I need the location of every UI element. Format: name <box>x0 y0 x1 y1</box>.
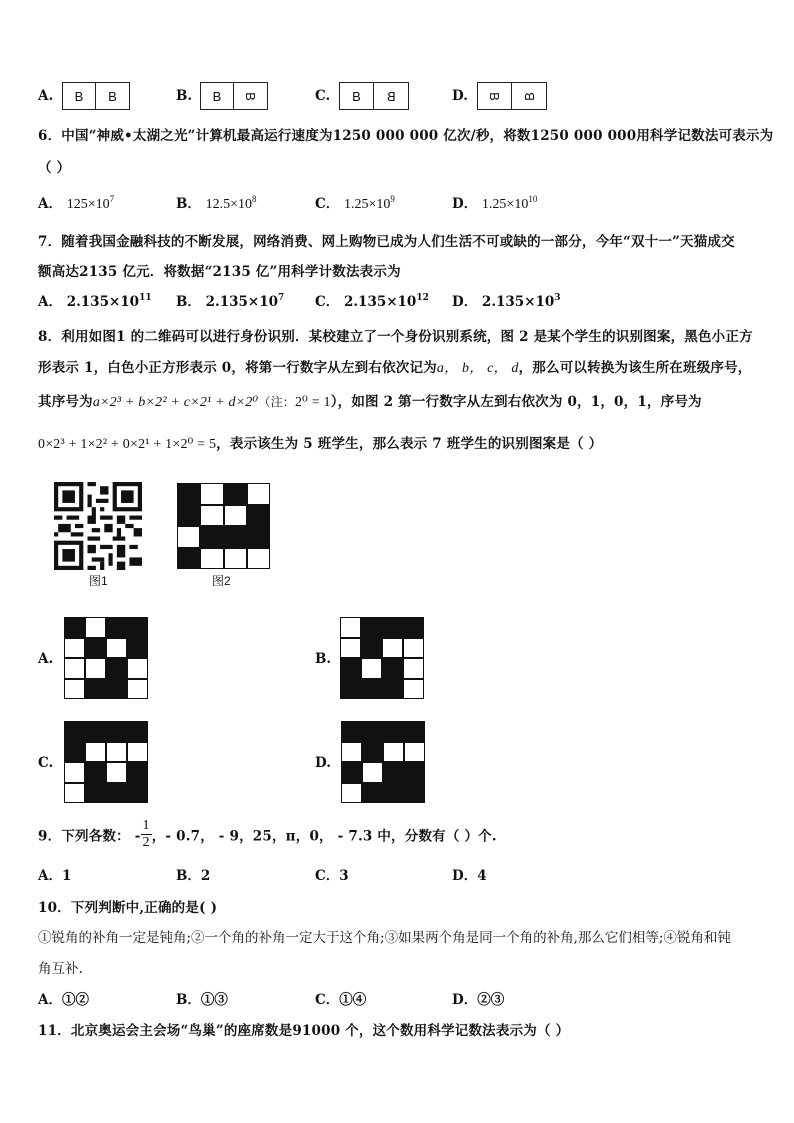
q10-line-2: 角互补. <box>38 961 83 977</box>
grid-cell-black <box>341 721 362 742</box>
q8-line-3: 其序号为a×2³ + b×2² + c×2¹ + d×2⁰（注：2⁰ = 1），如图 2 第一行数字从左到右依次为 0，1，0，1，序号为 <box>38 394 702 410</box>
grid-cell-black <box>177 505 200 527</box>
q5-b-right: B <box>242 91 258 101</box>
grid-cell-black <box>106 783 127 804</box>
fig1-caption: 图1 <box>89 574 108 588</box>
fig2-caption: 图2 <box>212 574 231 588</box>
grid-cell-white <box>403 679 424 700</box>
grid-cell-black <box>127 783 148 804</box>
grid-cell-black <box>127 638 148 659</box>
q5-option-a-box <box>62 82 130 110</box>
q10-line-1: ①锐角的补角一定是钝角;②一个角的补角一定大于这个角;③如果两个角是同一个角的补角,那么它们相等;④锐角和钝 <box>38 930 731 946</box>
q6-option-d: D． $1.25\times 10^{10}$ <box>452 194 538 212</box>
q8-line-1: 8．利用如图1 的二维码可以进行身份识别．某校建立了一个身份识别系统，图 2 是某个学生的识别图案，黑色小正方 <box>38 329 753 345</box>
q5-option-b-box <box>200 82 268 110</box>
q7-line-2: 额高达2135 亿元．将数据“2135 亿”用科学计数法表示为 <box>38 264 401 280</box>
q5-a-right: B <box>95 83 129 109</box>
grid-cell-black <box>361 617 382 638</box>
q6-option-b: B． $12.5\times 10^8$ <box>176 194 257 212</box>
grid-cell-black <box>85 762 106 783</box>
grid-cell-white <box>224 505 247 527</box>
grid-cell-black <box>362 783 383 804</box>
grid-cell-white <box>403 658 424 679</box>
grid-cell-white <box>200 483 223 505</box>
grid-cell-black <box>106 721 127 742</box>
grid-cell-black <box>85 783 106 804</box>
grid-cell-black <box>106 679 127 700</box>
q8-option-c-letter: C. <box>38 755 54 771</box>
q5-option-c-letter: C. <box>315 88 331 104</box>
q9-option-c: C．3 <box>315 868 349 884</box>
grid-cell-white <box>340 617 361 638</box>
q5-d-right: B <box>521 91 537 101</box>
grid-cell-white <box>177 526 200 548</box>
grid-cell-black <box>247 526 270 548</box>
grid-cell-white <box>200 548 223 570</box>
grid-cell-black <box>224 526 247 548</box>
q6-option-a: A． $125\times 10^7$ <box>38 194 115 212</box>
grid-cell-white <box>64 783 85 804</box>
grid-cell-white <box>106 742 127 763</box>
grid-cell-white <box>341 783 362 804</box>
fig2-grid <box>177 483 270 569</box>
grid-cell-black <box>383 762 404 783</box>
q10-option-b: B．①③ <box>176 992 228 1008</box>
q11-stem: 11．北京奥运会主会场“鸟巢”的座席数是91000 个，这个数用科学记数法表示为（ ） <box>38 1023 570 1039</box>
grid-cell-white <box>383 742 404 763</box>
grid-cell-black <box>177 483 200 505</box>
q9-option-a: A．1 <box>38 868 72 884</box>
q8-option-b-letter: B. <box>315 651 332 667</box>
grid-cell-black <box>106 658 127 679</box>
grid-cell-black <box>127 721 148 742</box>
grid-cell-black <box>362 742 383 763</box>
q7-option-c: C． $2.135\times 10^{12}$ <box>315 293 429 310</box>
grid-cell-black <box>177 548 200 570</box>
q9-fraction: $\frac{1}{2}$ <box>142 818 150 850</box>
grid-cell-white <box>247 483 270 505</box>
grid-cell-black <box>340 679 361 700</box>
grid-cell-black <box>362 721 383 742</box>
grid-cell-white <box>361 658 382 679</box>
grid-cell-white <box>64 658 85 679</box>
q5-d-left: B <box>486 91 502 101</box>
grid-cell-black <box>403 617 424 638</box>
q8-line-4: 0×2³ + 1×2² + 0×2¹ + 1×2⁰ = 5，表示该生为 5 班学生，那么表示 7 班学生的识别图案是（ ） <box>38 436 603 452</box>
grid-cell-white <box>127 658 148 679</box>
grid-cell-white <box>224 548 247 570</box>
grid-cell-white <box>362 762 383 783</box>
grid-cell-black <box>85 679 106 700</box>
q5-a-left: B <box>74 88 84 104</box>
grid-cell-white <box>247 548 270 570</box>
grid-cell-black <box>200 526 223 548</box>
q9-option-d: D．4 <box>452 868 487 884</box>
q9-option-b: B．2 <box>176 868 211 884</box>
grid-cell-white <box>404 742 425 763</box>
q5-c-right: B <box>386 88 396 104</box>
q10-option-c: C．①④ <box>315 992 367 1008</box>
grid-cell-black <box>404 762 425 783</box>
q5-b-left: B <box>212 88 222 104</box>
grid-cell-black <box>383 783 404 804</box>
q8-option-b-grid <box>340 617 424 699</box>
grid-cell-white <box>127 679 148 700</box>
grid-cell-black <box>383 721 404 742</box>
q5-option-b-letter: B. <box>176 88 193 104</box>
grid-cell-white <box>85 742 106 763</box>
grid-cell-black <box>127 617 148 638</box>
grid-cell-black <box>404 721 425 742</box>
grid-cell-white <box>340 638 361 659</box>
grid-cell-black <box>106 617 127 638</box>
grid-cell-black <box>64 721 85 742</box>
q8-option-d-grid <box>341 721 425 803</box>
qr-code-figure <box>54 482 142 570</box>
grid-cell-black <box>341 762 362 783</box>
grid-cell-white <box>85 617 106 638</box>
q7-option-d: D． $2.135\times 10^3$ <box>452 293 561 310</box>
q7-option-b: B． $2.135\times 10^7$ <box>176 293 285 310</box>
grid-cell-white <box>127 742 148 763</box>
grid-cell-black <box>224 483 247 505</box>
grid-cell-black <box>340 658 361 679</box>
q10-option-d: D．②③ <box>452 992 505 1008</box>
grid-cell-black <box>247 505 270 527</box>
q7-option-a: A． $2.135\times 10^{11}$ <box>38 293 152 310</box>
q5-option-a-letter: A. <box>38 88 54 104</box>
q10-stem: 10．下列判断中,正确的是( ) <box>38 900 218 916</box>
grid-cell-white <box>403 638 424 659</box>
grid-cell-black <box>85 721 106 742</box>
grid-cell-white <box>382 638 403 659</box>
q5-option-d-letter: D. <box>452 88 468 104</box>
grid-cell-black <box>382 617 403 638</box>
q8-line-2: 形表示 1，白色小正方形表示 0，将第一行数字从左到右依次记为a， b， c， d，那么可以转换为该生所在班级序号， <box>38 360 752 376</box>
grid-cell-black <box>382 679 403 700</box>
grid-cell-white <box>64 679 85 700</box>
q8-option-c-grid <box>64 721 148 803</box>
q8-option-a-grid <box>64 617 148 699</box>
grid-cell-black <box>361 679 382 700</box>
q8-option-a-letter: A. <box>38 651 54 667</box>
q6-paren: （ ） <box>38 160 71 176</box>
grid-cell-white <box>200 505 223 527</box>
grid-cell-black <box>404 783 425 804</box>
grid-cell-white <box>106 638 127 659</box>
grid-cell-black <box>64 617 85 638</box>
q5-option-c-box <box>339 82 409 110</box>
grid-cell-black <box>85 638 106 659</box>
grid-cell-black <box>64 742 85 763</box>
q8-option-d-letter: D. <box>315 755 331 771</box>
grid-cell-white <box>64 638 85 659</box>
grid-cell-black <box>127 762 148 783</box>
q9-stem: 9．下列各数： - $\frac{1}{2}$ ，- 0.7， - 9，25，π，0， - 7.3 中，分数有（ ）个. <box>38 818 497 850</box>
grid-cell-white <box>64 762 85 783</box>
q7-line-1: 7．随着我国金融科技的不断发展，网络消费、网上购物已成为人们生活不可或缺的一部分，今年“双十一”天猫成交 <box>38 234 735 250</box>
q6-option-c: C． $1.25\times 10^9$ <box>315 194 395 212</box>
grid-cell-white <box>106 762 127 783</box>
grid-cell-white <box>341 742 362 763</box>
q10-option-a: A．①② <box>38 992 89 1008</box>
q6-stem: 6．中国“神威•太湖之光”计算机最高运行速度为1250 000 000 亿次/秒，将数1250 000 000用科学记数法可表示为 <box>38 128 774 144</box>
grid-cell-black <box>382 658 403 679</box>
q5-option-d-box <box>477 82 547 110</box>
grid-cell-white <box>85 658 106 679</box>
grid-cell-black <box>361 638 382 659</box>
q5-c-left: B <box>352 88 361 104</box>
